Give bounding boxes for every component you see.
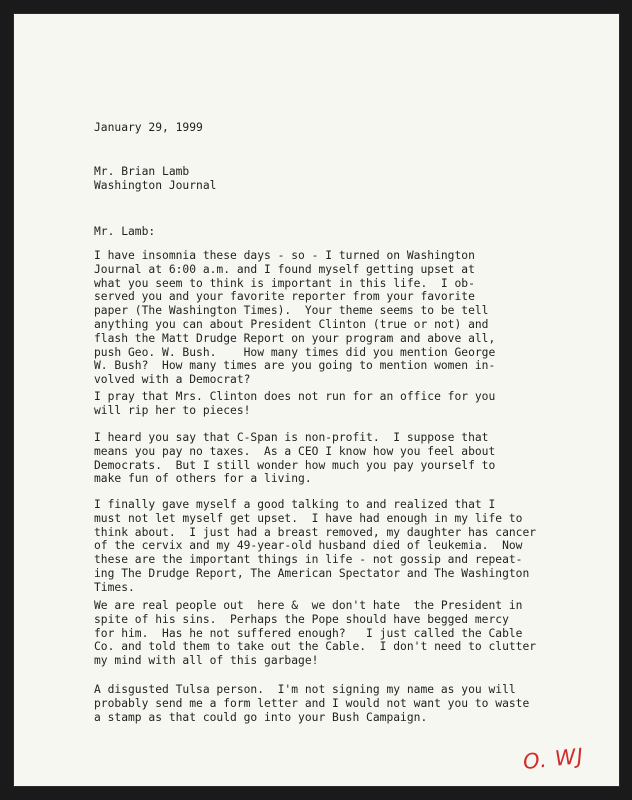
- paragraph-line: probably send me a form letter and I would not want you to waste: [94, 696, 530, 710]
- paragraph-line: I have insomnia these days - so - I turned on Washington: [94, 249, 475, 262]
- paragraph-line: flash the Matt Drudge Report on your program and above all,: [94, 331, 496, 345]
- paragraph-line: my mind with all of this garbage!: [94, 654, 319, 668]
- salutation: Mr. Lamb:: [94, 225, 156, 238]
- paragraph-line: paper (The Washington Times). Your theme seems to be tell: [94, 304, 489, 318]
- paragraph-line: means you pay no taxes. As a CEO I know how you feel about: [94, 444, 496, 458]
- paragraph-line: these are the important things in life - not gossip and repeat-: [94, 553, 523, 567]
- recipient-name: Mr. Brian Lamb: [94, 165, 190, 178]
- paragraph-line: anything you can about President Clinton (true or not) and: [94, 318, 489, 331]
- paragraph-line: think about. I just had a breast removed, my daughter has cancer: [94, 525, 537, 539]
- paragraph-line: W. Bush? How many times are you going to mention women in-: [94, 359, 496, 373]
- paragraph-line: Journal at 6:00 a.m. and I found myself getting upset at: [94, 262, 475, 276]
- paragraph-line: spite of his sins. Perhaps the Pope should have begged mercy: [94, 612, 509, 626]
- paragraph-line: push Geo. W. Bush. How many times did you mention George: [94, 345, 496, 359]
- paragraph-line: will rip her to pieces!: [94, 403, 251, 417]
- letter-page: [14, 14, 619, 786]
- paragraph-line: must not let myself get upset. I have had enough in my life to: [94, 511, 523, 525]
- paragraph-line: Democrats. But I still wonder how much you pay yourself to: [94, 458, 496, 472]
- letter-date: January 29, 1999: [94, 121, 203, 134]
- paragraph-line: I finally gave myself a good talking to and realized that I: [94, 498, 496, 511]
- paragraph-line: ing The Drudge Report, The American Spectator and The Washington: [94, 567, 530, 580]
- paragraph-line: a stamp as that could go into your Bush Campaign.: [94, 710, 428, 724]
- letter-body: [14, 14, 619, 786]
- paragraph-line: volved with a Democrat?: [94, 373, 251, 387]
- handwritten-annotation: O. WJ: [521, 743, 586, 775]
- paragraph-line: what you seem to think is important in this life. I ob-: [94, 276, 475, 290]
- paragraph-line: We are real people out here & we don't hate the President in: [94, 599, 523, 612]
- paragraph-line: I pray that Mrs. Clinton does not run for an office for you: [94, 390, 496, 403]
- paragraph-line: of the cervix and my 49-year-old husband died of leukemia. Now: [94, 539, 523, 553]
- paragraph-line: make fun of others for a living.: [94, 472, 312, 486]
- paragraph-line: Times.: [94, 580, 135, 594]
- paragraph-line: for him. Has he not suffered enough? I just called the Cable: [94, 626, 523, 640]
- recipient-org: Washington Journal: [94, 179, 217, 192]
- paragraph-line: served you and your favorite reporter from your favorite: [94, 290, 475, 304]
- paragraph-line: A disgusted Tulsa person. I'm not signing my name as you will: [94, 683, 516, 696]
- paragraph-line: I heard you say that C-Span is non-profit. I suppose that: [94, 431, 489, 444]
- paragraph-line: Co. and told them to take out the Cable. I don't need to clutter: [94, 640, 537, 654]
